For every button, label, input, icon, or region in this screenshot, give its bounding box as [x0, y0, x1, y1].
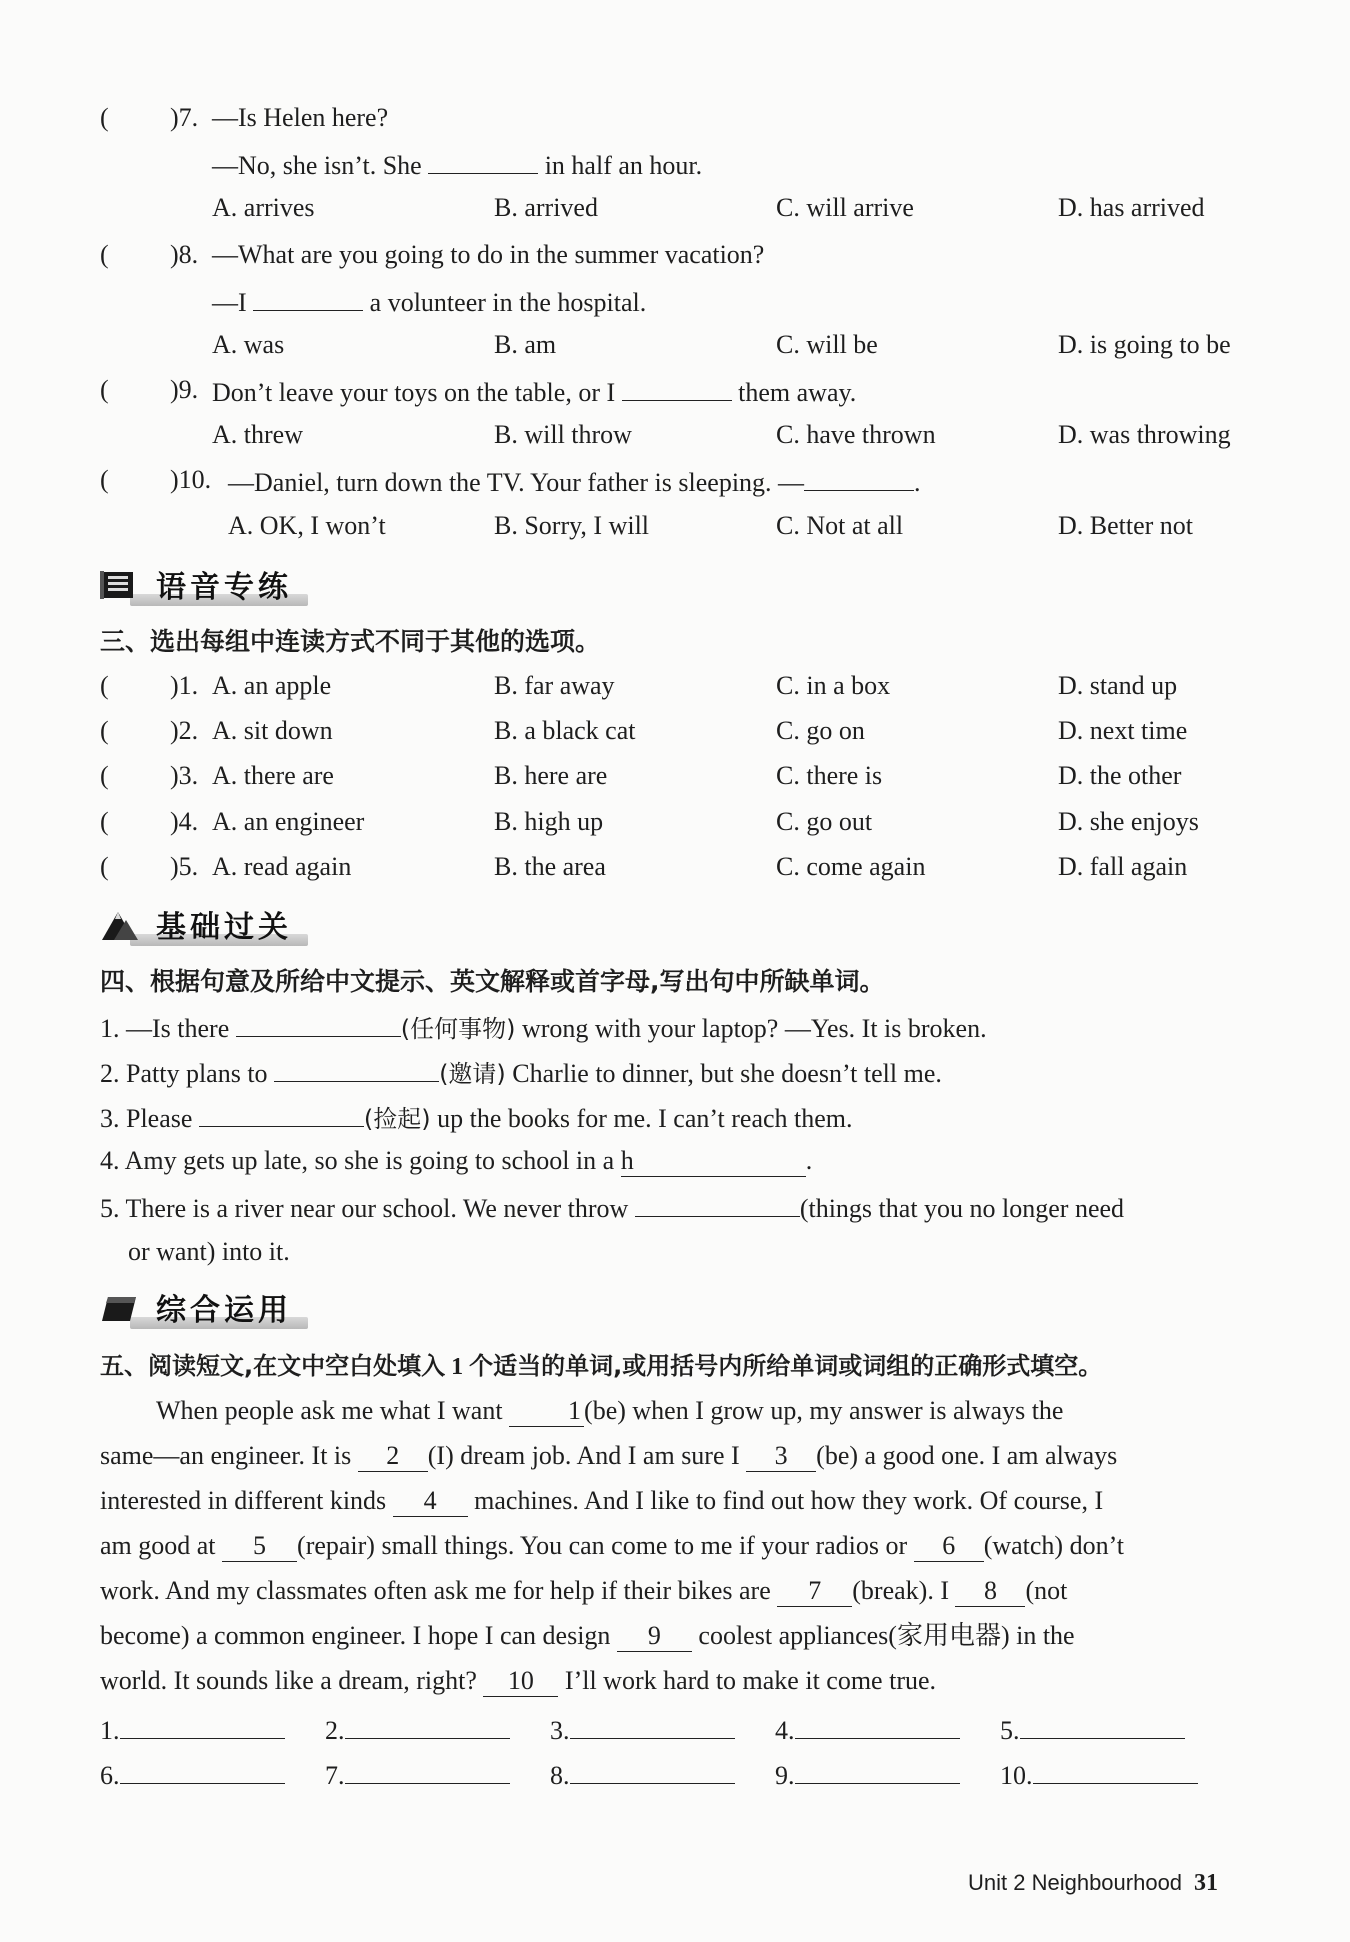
answer-row-1: 1. 2. 3. 4. 5.: [0, 1708, 1350, 1748]
option-c[interactable]: C. go out: [776, 807, 873, 836]
instruction-3: 三、选出每组中连读方式不同于其他的选项。: [100, 627, 601, 656]
instruction-5: 五、阅读短文,在文中空白处填入 1 个适当的单词,或用括号内所给单词或词组的正确形式填空。: [100, 1352, 1103, 1380]
unit-label: Unit 2 Neighbourhood: [968, 1870, 1183, 1895]
passage-line-7: world. It sounds like a dream, right? 10 I’ll work hard to make it come true.: [100, 1666, 937, 1695]
section-title: 综合运用: [156, 1293, 292, 1328]
passage-blank-2[interactable]: 2: [358, 1441, 428, 1472]
option-d[interactable]: D. has arrived: [1058, 193, 1205, 222]
passage-line-6: become) a common engineer. I hope I can design 9 coolest appliances(家用电器) in the: [100, 1621, 1075, 1650]
option-b[interactable]: B. am: [494, 330, 557, 359]
option-d[interactable]: D. was throwing: [1058, 420, 1231, 449]
question-10: ( )10. —Daniel, turn down the TV. Your father is sleeping. — .: [0, 460, 1350, 500]
question-text: —No, she isn’t. She in half an hour.: [212, 143, 702, 186]
question-7-options: [0, 188, 1350, 228]
answer-line-5[interactable]: [1020, 1708, 1185, 1739]
phonetics-item-5: ( )5. A. read again B. the area C. come again D. fall again: [0, 847, 1350, 887]
question-stem: —What are you going to do in the summer vacation?: [212, 240, 765, 269]
option-c[interactable]: C. Not at all: [776, 511, 904, 540]
option-a[interactable]: A. OK, I won’t: [228, 511, 386, 540]
question-7-line2: [0, 143, 1350, 183]
sentence-2: 2. Patty plans to (邀请) Charlie to dinner, but she doesn’t tell me.: [0, 1051, 1350, 1091]
passage-blank-10[interactable]: 10: [483, 1666, 558, 1697]
option-b[interactable]: B. will throw: [494, 420, 632, 449]
passage-line-3: interested in different kinds 4 machines. And I like to find out how they work. Of course, I: [100, 1486, 1104, 1515]
passage-blank-7[interactable]: 7: [777, 1576, 852, 1607]
sentence-4: 4. Amy gets up late, so she is going to school in a h .: [100, 1146, 813, 1175]
passage-line-2: same—an engineer. It is 2 (I) dream job. And I am sure I 3 (be) a good one. I am always: [100, 1441, 1118, 1470]
option-d[interactable]: D. next time: [1058, 716, 1188, 745]
passage-blank-4[interactable]: 4: [393, 1486, 468, 1517]
answer-line-7[interactable]: [345, 1753, 510, 1784]
page-number: 31: [1194, 1870, 1219, 1896]
question-stem: Don’t leave your toys on the table, or I them away.: [212, 370, 856, 413]
option-a[interactable]: A. an engineer: [212, 807, 365, 836]
passage-blank-6[interactable]: 6: [914, 1531, 984, 1562]
sentence-1: 1. —Is there (任何事物) wrong with your laptop? —Yes. It is broken.: [0, 1006, 1350, 1046]
sentence-5: 5. There is a river near our school. We never throw (things that you no longer need: [0, 1186, 1350, 1226]
passage-blank-9[interactable]: 9: [617, 1621, 692, 1652]
option-c[interactable]: C. will be: [776, 330, 878, 359]
question-9: ( )9. Don’t leave your toys on the table, or I them away.: [0, 370, 1350, 410]
option-b[interactable]: B. the area: [494, 852, 606, 881]
fill-blank[interactable]: [622, 370, 732, 401]
option-d[interactable]: D. the other: [1058, 761, 1182, 790]
question-8-options: [0, 325, 1350, 365]
question-9-options: [0, 415, 1350, 455]
option-d[interactable]: D. is going to be: [1058, 330, 1231, 359]
answer-line-10[interactable]: [1033, 1753, 1198, 1784]
option-d[interactable]: D. fall again: [1058, 852, 1188, 881]
phonetics-item-2: ( )2. A. sit down B. a black cat C. go on D. next time: [0, 711, 1350, 751]
instruction-4: 四、根据句意及所给中文提示、英文解释或首字母,写出句中所缺单词。: [100, 967, 885, 996]
fill-blank[interactable]: [199, 1096, 364, 1127]
answer-line-4[interactable]: [795, 1708, 960, 1739]
answer-row-2: 6. 7. 8. 9. 10.: [0, 1753, 1350, 1793]
sentence-5-cont: or want) into it.: [128, 1237, 290, 1266]
answer-line-9[interactable]: [795, 1753, 960, 1784]
fill-blank[interactable]: [804, 460, 914, 491]
answer-line-3[interactable]: [570, 1708, 735, 1739]
phonetics-item-4: ( )4. A. an engineer B. high up C. go out D. she enjoys: [0, 802, 1350, 842]
answer-line-8[interactable]: [570, 1753, 735, 1784]
passage-line-1: When people ask me what I want 1 (be) when I grow up, my answer is always the: [156, 1396, 1064, 1425]
question-8: ( )8. —What are you going to do in the summer vacation?: [0, 235, 1350, 275]
option-b[interactable]: B. far away: [494, 671, 615, 700]
fill-blank[interactable]: [274, 1051, 439, 1082]
option-c[interactable]: C. there is: [776, 761, 883, 790]
passage-blank-1[interactable]: 1: [509, 1396, 584, 1427]
fill-blank[interactable]: [635, 1186, 800, 1217]
option-d[interactable]: D. Better not: [1058, 511, 1194, 540]
passage-blank-8[interactable]: 8: [955, 1576, 1025, 1607]
passage: [100, 1388, 1265, 1703]
option-a[interactable]: A. was: [212, 330, 285, 359]
section-title: 基础过关: [156, 910, 292, 945]
fill-blank[interactable]: [253, 280, 363, 311]
option-a[interactable]: A. threw: [212, 420, 303, 449]
answer-line-6[interactable]: [120, 1753, 285, 1784]
option-b[interactable]: B. arrived: [494, 193, 598, 222]
fill-blank[interactable]: h: [621, 1146, 806, 1177]
option-c[interactable]: C. have thrown: [776, 420, 936, 449]
question-10-options: [0, 506, 1350, 546]
question-7: ( )7. —Is Helen here?: [0, 98, 1350, 138]
passage-blank-3[interactable]: 3: [746, 1441, 816, 1472]
option-a[interactable]: A. an apple: [212, 671, 332, 700]
option-d[interactable]: D. she enjoys: [1058, 807, 1199, 836]
option-a[interactable]: A. read again: [212, 852, 352, 881]
option-b[interactable]: B. here are: [494, 761, 608, 790]
option-c[interactable]: C. will arrive: [776, 193, 914, 222]
option-a[interactable]: A. there are: [212, 761, 334, 790]
fill-blank[interactable]: [428, 143, 538, 174]
section-title: 语音专练: [156, 570, 292, 605]
passage-line-4: am good at 5 (repair) small things. You can come to me if your radios or 6 (watch) don’t: [100, 1531, 1124, 1560]
question-stem: —Daniel, turn down the TV. Your father is sleeping. — .: [228, 460, 921, 503]
option-a[interactable]: A. arrives: [212, 193, 315, 222]
answer-line-1[interactable]: [120, 1708, 285, 1739]
sentence-3: 3. Please (捡起) up the books for me. I can’t reach them.: [0, 1096, 1350, 1136]
option-b[interactable]: B. high up: [494, 807, 604, 836]
option-c[interactable]: C. go on: [776, 716, 865, 745]
book-icon: [100, 1291, 138, 1325]
option-c[interactable]: C. come again: [776, 852, 926, 881]
option-b[interactable]: B. Sorry, I will: [494, 511, 650, 540]
question-stem: —Is Helen here?: [212, 103, 389, 132]
option-d[interactable]: D. stand up: [1058, 671, 1178, 700]
phonetics-item-3: ( )3. A. there are B. here are C. there is D. the other: [0, 756, 1350, 796]
answer-line-2[interactable]: [345, 1708, 510, 1739]
option-c[interactable]: C. in a box: [776, 671, 891, 700]
passage-blank-5[interactable]: 5: [222, 1531, 297, 1562]
page-footer: [968, 1870, 1218, 1897]
phonetics-item-1: ( )1. A. an apple B. far away C. in a box D. stand up: [0, 666, 1350, 706]
option-b[interactable]: B. a black cat: [494, 716, 636, 745]
question-text: —I a volunteer in the hospital.: [212, 280, 646, 323]
section-banner-basic: [100, 900, 310, 950]
notebook-icon: [100, 568, 138, 602]
mountain-icon: [100, 908, 138, 942]
section-banner-comprehensive: [100, 1283, 310, 1333]
passage-line-5: work. And my classmates often ask me for help if their bikes are 7 (break). I 8 (not: [100, 1576, 1068, 1605]
question-8-line2: [0, 280, 1350, 320]
fill-blank[interactable]: [236, 1006, 401, 1037]
option-a[interactable]: A. sit down: [212, 716, 333, 745]
section-banner-phonetics: [100, 560, 310, 610]
